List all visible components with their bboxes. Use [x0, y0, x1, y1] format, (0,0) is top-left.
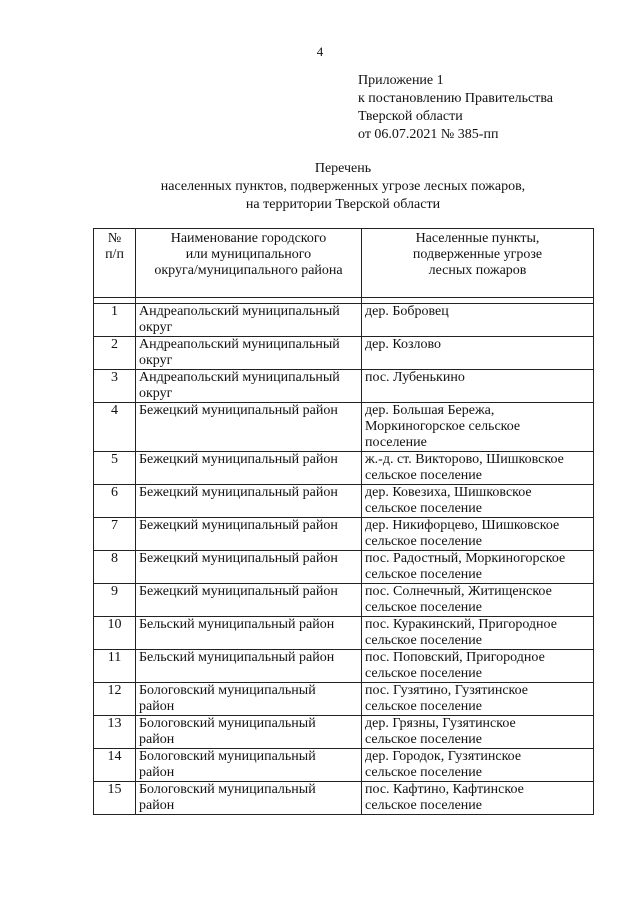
settlement-line: пос. Поповский, Пригородное — [365, 650, 545, 665]
table-row — [94, 551, 594, 584]
district-line: Бежецкий муниципальный район — [139, 403, 338, 418]
district-cell — [136, 304, 362, 337]
district-line: район — [139, 765, 175, 780]
settlements-table — [93, 228, 594, 815]
title-line: населенных пунктов, подверженных угрозе лесных пожаров, — [160, 179, 526, 194]
settlement-line: дер. Ковезиха, Шишковское — [365, 485, 532, 500]
settlement-line: сельское поселение — [365, 567, 482, 582]
settlement-line: дер. Грязны, Гузятинское — [365, 716, 516, 731]
row-number: 14 — [94, 749, 136, 782]
table-row — [94, 782, 594, 815]
settlement-line: сельское поселение — [365, 468, 482, 483]
settlement-line: сельское поселение — [365, 765, 482, 780]
table-row — [94, 518, 594, 551]
settlement-line: дер. Городок, Гузятинское — [365, 749, 522, 764]
settlement-line: дер. Бобровец — [365, 304, 449, 319]
row-number: 15 — [94, 782, 136, 815]
settlements-cell — [362, 683, 594, 716]
appendix-block — [358, 72, 553, 144]
district-line: район — [139, 699, 175, 714]
table-row — [94, 370, 594, 403]
header-settlements: Населенные пункты, подверженные угрозе лесных пожаров — [362, 229, 594, 298]
row-number: 6 — [94, 485, 136, 518]
appendix-line: Тверской области — [358, 109, 463, 124]
appendix-line: к постановлению Правительства — [358, 91, 554, 106]
district-line: Бельский муниципальный район — [139, 617, 335, 632]
district-cell — [136, 749, 362, 782]
district-cell — [136, 337, 362, 370]
settlements-cell — [362, 403, 594, 452]
settlements-cell — [362, 304, 594, 337]
district-line: район — [139, 732, 175, 747]
table-body — [94, 304, 594, 815]
settlement-line: дер. Большая Бережа, — [365, 403, 495, 418]
district-cell — [136, 485, 362, 518]
district-line: округ — [139, 386, 173, 401]
settlements-cell — [362, 782, 594, 815]
settlement-line: ж.-д. ст. Викторово, Шишковское — [365, 452, 564, 467]
table-row — [94, 650, 594, 683]
settlement-line: дер. Никифорцево, Шишковское — [365, 518, 560, 533]
district-cell — [136, 650, 362, 683]
district-cell — [136, 617, 362, 650]
district-line: Андреапольский муниципальный — [139, 370, 340, 385]
settlements-cell — [362, 749, 594, 782]
header-number: № п/п — [94, 229, 136, 298]
settlements-cell — [362, 551, 594, 584]
district-cell — [136, 716, 362, 749]
settlements-cell — [362, 716, 594, 749]
settlement-line: сельское поселение — [365, 732, 482, 747]
header-district: Наименование городского или муниципального округа/муниципального района — [136, 229, 362, 298]
settlement-line: дер. Козлово — [365, 337, 442, 352]
district-cell — [136, 452, 362, 485]
table-row — [94, 617, 594, 650]
appendix-line: от 06.07.2021 № 385-пп — [358, 127, 499, 142]
district-line: Бельский муниципальный район — [139, 650, 335, 665]
district-line: округ — [139, 353, 173, 368]
row-number: 10 — [94, 617, 136, 650]
settlement-line: пос. Гузятино, Гузятинское — [365, 683, 529, 698]
table-header-row — [94, 229, 594, 298]
district-line: Бологовский муниципальный — [139, 683, 316, 698]
district-line: Бежецкий муниципальный район — [139, 584, 338, 599]
document-title — [93, 160, 593, 214]
table-row — [94, 485, 594, 518]
settlement-line: сельское поселение — [365, 534, 482, 549]
district-line: Бежецкий муниципальный район — [139, 551, 338, 566]
settlement-line: пос. Солнечный, Житищенское — [365, 584, 552, 599]
settlement-line: сельское поселение — [365, 798, 482, 813]
district-cell — [136, 403, 362, 452]
settlement-line: сельское поселение — [365, 600, 482, 615]
table-row — [94, 452, 594, 485]
table-row — [94, 304, 594, 337]
settlements-cell — [362, 584, 594, 617]
settlements-cell — [362, 337, 594, 370]
settlement-line: Моркиногорское сельское — [365, 419, 521, 434]
table-row — [94, 403, 594, 452]
district-cell — [136, 551, 362, 584]
settlements-cell — [362, 617, 594, 650]
settlements-cell — [362, 452, 594, 485]
row-number: 13 — [94, 716, 136, 749]
district-line: Бежецкий муниципальный район — [139, 485, 338, 500]
row-number: 7 — [94, 518, 136, 551]
settlement-line: пос. Радостный, Моркиногорское — [365, 551, 566, 566]
settlement-line: сельское поселение — [365, 699, 482, 714]
district-line: Бежецкий муниципальный район — [139, 452, 338, 467]
table-row — [94, 749, 594, 782]
settlement-line: пос. Лубенькино — [365, 370, 465, 385]
row-number: 2 — [94, 337, 136, 370]
district-line: район — [139, 798, 175, 813]
district-line: округ — [139, 320, 173, 335]
district-line: Бежецкий муниципальный район — [139, 518, 338, 533]
appendix-line: Приложение 1 — [358, 73, 444, 88]
district-line: Бологовский муниципальный — [139, 782, 316, 797]
settlements-cell — [362, 370, 594, 403]
table-row — [94, 584, 594, 617]
settlements-cell — [362, 650, 594, 683]
district-line: Бологовский муниципальный — [139, 749, 316, 764]
district-line: Андреапольский муниципальный — [139, 304, 340, 319]
settlement-line: пос. Куракинский, Пригородное — [365, 617, 557, 632]
district-line: Бологовский муниципальный — [139, 716, 316, 731]
settlements-cell — [362, 518, 594, 551]
row-number: 5 — [94, 452, 136, 485]
table-row — [94, 716, 594, 749]
row-number: 3 — [94, 370, 136, 403]
district-cell — [136, 683, 362, 716]
row-number: 8 — [94, 551, 136, 584]
district-cell — [136, 782, 362, 815]
settlement-line: поселение — [365, 435, 427, 450]
district-cell — [136, 518, 362, 551]
settlement-line: сельское поселение — [365, 633, 482, 648]
title-line: на территории Тверской области — [245, 197, 441, 212]
settlement-line: сельское поселение — [365, 666, 482, 681]
title-line: Перечень — [314, 161, 372, 176]
district-line: Андреапольский муниципальный — [139, 337, 340, 352]
table-row — [94, 337, 594, 370]
settlement-line: пос. Кафтино, Кафтинское — [365, 782, 524, 797]
district-cell — [136, 584, 362, 617]
table-row — [94, 683, 594, 716]
settlement-line: сельское поселение — [365, 501, 482, 516]
settlements-cell — [362, 485, 594, 518]
row-number: 1 — [94, 304, 136, 337]
district-cell — [136, 370, 362, 403]
row-number: 12 — [94, 683, 136, 716]
row-number: 9 — [94, 584, 136, 617]
row-number: 4 — [94, 403, 136, 452]
row-number: 11 — [94, 650, 136, 683]
page-number: 4 — [316, 44, 324, 59]
